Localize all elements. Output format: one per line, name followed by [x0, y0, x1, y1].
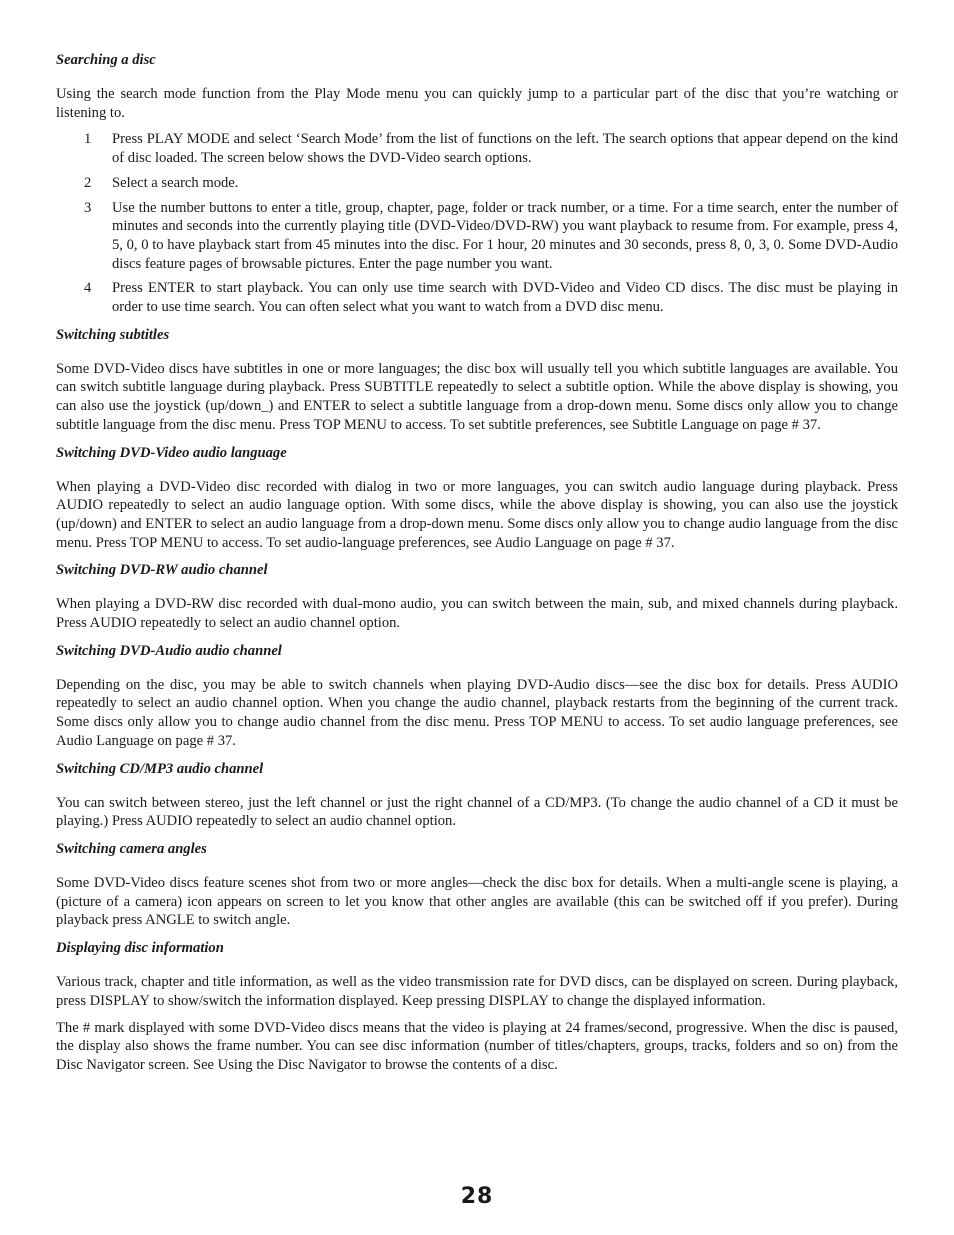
paragraph: Using the search mode function from the Play Mode menu you can quickly jump to a particular part of the disc that you’re watching or listening to. — [56, 86, 898, 121]
section-dvd-audio-audio-channel — [56, 642, 898, 751]
section-heading: Switching DVD-Audio audio channel — [56, 642, 282, 659]
paragraph: Some DVD-Video discs feature scenes shot from two or more angles—check the disc box for details. When a multi-angle scene is playing, a (picture of a camera) icon appears on screen to let you know that other angles are available (this can be switched off if you prefer). During playback press ANGLE to switch angle. — [56, 874, 898, 929]
search-steps-list — [56, 130, 898, 316]
section-dvd-video-audio-language — [56, 444, 898, 553]
list-item — [56, 279, 898, 316]
section-camera-angles — [56, 840, 898, 930]
section-heading: Switching CD/MP3 audio channel — [56, 760, 264, 777]
paragraph: When playing a DVD-RW disc recorded with dual-mono audio, you can switch between the main, sub, and mixed channels during playback. Press AUDIO repeatedly to select an audio channel option. — [56, 596, 898, 632]
section-heading: Displaying disc information — [56, 940, 224, 957]
step-number: 1 — [84, 131, 92, 148]
step-text: Select a search mode. — [112, 174, 239, 191]
step-number: 4 — [84, 280, 92, 297]
paragraph: Depending on the disc, you may be able to switch channels when playing DVD-Audio discs—see the disc box for details. Press AUDIO repeatedly to select an audio channel option. When you change the audio channel, playback restarts from the beginning of the current track. Some discs only allow you to change audio channel from the disc menu. Press TOP MENU to access. To set audio language preferences, see Audio Language on page # 37. — [56, 676, 898, 749]
section-heading: Switching subtitles — [56, 326, 170, 343]
section-heading: Switching DVD-RW audio channel — [56, 562, 268, 579]
step-text: Press PLAY MODE and select ‘Search Mode’ from the list of functions on the left. The search options that appear depend on the kind of disc loaded. The screen below shows the DVD-Video search options. — [112, 131, 898, 167]
section-heading: Switching DVD-Video audio language — [56, 444, 287, 461]
paragraph: You can switch between stereo, just the left channel or just the right channel of a CD/MP3. (To change the audio channel of a CD it must be playing.) Press AUDIO repeatedly to select an audio channel option. — [56, 794, 898, 830]
step-text: Press ENTER to start playback. You can only use time search with DVD-Video and Video CD discs. The disc must be playing in order to use time search. You can often select what you want to watch from a DVD disc menu. — [112, 280, 898, 316]
paragraph: The # mark displayed with some DVD-Video discs means that the video is playing at 24 frames/second, progressive. When the disc is paused, the display also shows the frame number. You can see disc information (number of titles/chapters, groups, tracks, folders and so on) from the Disc Navigator screen. See Using the Disc Navigator to browse the contents of a disc. — [56, 1019, 898, 1073]
step-number: 2 — [84, 174, 92, 191]
page-number: 28 — [460, 1184, 494, 1209]
list-item — [56, 199, 898, 274]
step-number: 3 — [84, 199, 92, 216]
step-text: Use the number buttons to enter a title, group, chapter, page, folder or track number, or a time. For a time search, enter the number of minutes and seconds into the currently playing title (DVD-Video/DVD-RW) you want playback to resume from. For example, press 4, 5, 0, 0 to have playback start from 45 minutes into the disc. For 1 hour, 20 minutes and 30 seconds, press 8, 0, 3, 0. Some DVD-Audio discs feature pages of browsable pictures. Enter the page number you want. — [112, 199, 898, 272]
section-dvd-rw-audio-channel — [56, 561, 898, 632]
section-disc-information — [56, 939, 898, 1075]
section-heading: Switching camera angles — [56, 840, 207, 857]
section-heading: Searching a disc — [56, 52, 156, 68]
section-cd-mp3-audio-channel — [56, 760, 898, 831]
paragraph: Some DVD-Video discs have subtitles in one or more languages; the disc box will usually tell you which subtitle languages are available. You can switch subtitle language during playback. Press SUBTITLE repeatedly to select a subtitle option. While the above display is showing, you can also use the joystick (up/down_) and ENTER to select a subtitle language from a drop-down menu. Some discs only allow you to change subtitle language from the disc menu. Press TOP MENU to access. To set subtitle preferences, see Subtitle Language on page # 37. — [56, 360, 898, 433]
paragraph: Various track, chapter and title information, as well as the video transmission rate for DVD discs, can be displayed on screen. During playback, press DISPLAY to show/switch the information displayed. Keep pressing DISPLAY to change the displayed information. — [56, 974, 898, 1009]
list-item — [56, 130, 898, 167]
document-body — [56, 51, 898, 1083]
section-searching-a-disc — [56, 51, 898, 317]
section-switching-subtitles — [56, 326, 898, 435]
paragraph: When playing a DVD-Video disc recorded with dialog in two or more languages, you can switch audio language during playback. Press AUDIO repeatedly to select an audio language option. With some discs, while the above display is showing, you can also use the joystick (up/down) and ENTER to select an audio language from a drop-down menu. Some discs only allow you to change audio language from the disc menu. Press TOP MENU to access. To set audio-language preferences, see Audio Language on page # 37. — [56, 478, 898, 551]
list-item — [56, 174, 898, 193]
